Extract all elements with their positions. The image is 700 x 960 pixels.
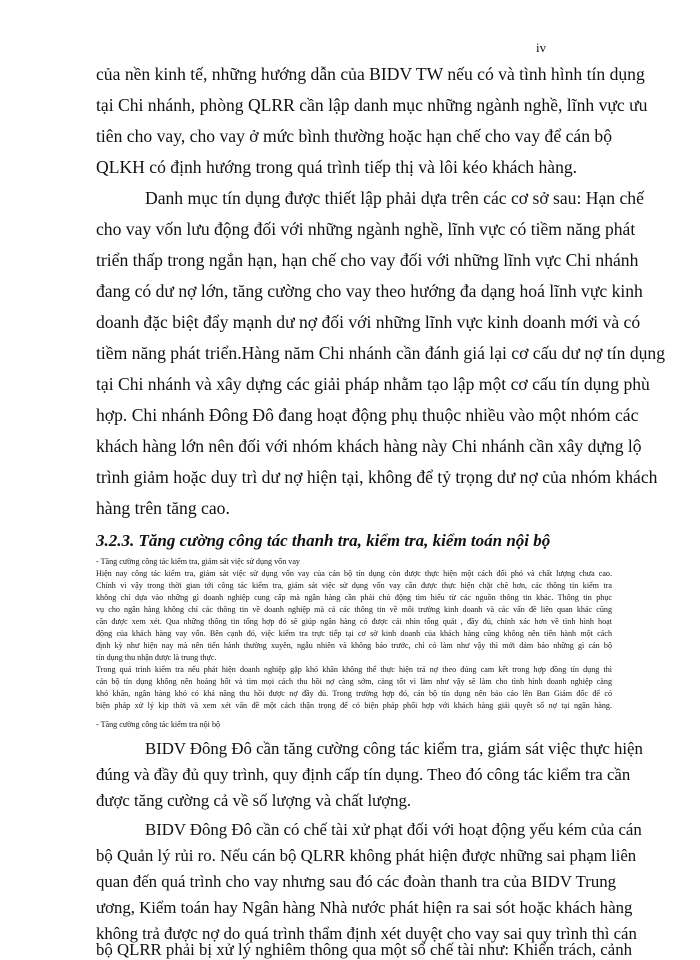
text-line: tại Chi nhánh, phòng QLRR cần lập danh mục những ngành nghề, lĩnh vực ưu xyxy=(96,95,648,115)
text-line: bộ QLRR phải bị xử lý nghiêm thông qua một số chế tài như: Khiển trách, cảnh xyxy=(96,940,632,959)
text-line: doanh đặc biệt đẩy mạnh dư nợ đối với những lĩnh vực kinh doanh mới và có xyxy=(96,312,641,332)
text-line: QLKH có định hướng trong quá trình tiếp thị và lôi kéo khách hàng. xyxy=(96,157,578,177)
small-text-line: Trong quá trình kiểm tra nếu phát hiện doanh nghiệp gặp khó khăn không thể thực hiện trả nợ theo đúng cam kết trong hợp đồng tín dụng thì xyxy=(96,665,612,674)
small-text-line: tín dụng thu nhận được là trung thực. xyxy=(96,653,217,662)
small-text-line: khó khăn, ngân hàng khó có khả năng thu hồi được nợ đầy đủ. Trong trường hợp đó, cán bộ tín dụng nên báo cáo lên Ban Giám đốc để có xyxy=(96,689,612,698)
small-text-line: Hiện nay công tác kiểm tra, giám sát việc sử dụng vốn vay của cán bộ tín dụng còn được thực hiện một cách đối phó và chất lượng chưa cao. xyxy=(96,569,612,578)
text-line: đang có dư nợ lớn, tăng cường cho vay theo hướng đa dạng hoá lĩnh vực kinh xyxy=(96,281,643,301)
text-line: bộ Quản lý rủi ro. Nếu cán bộ QLRR không phát hiện được những sai phạm liên xyxy=(96,846,637,865)
text-line: tiên cho vay, cho vay ở mức bình thường hoặc hạn chế cho vay để cán bộ xyxy=(96,126,612,146)
small-text-line: biện pháp xử lý kịp thời và xem xét vấn đề một cách thận trọng để có biện pháp phối hợp với khách hàng giải quyết số nợ tại ngân hàng. xyxy=(96,701,612,710)
text-line: ương, Kiểm toán hay Ngân hàng Nhà nước phát hiện ra sai sót hoặc khách hàng xyxy=(96,898,633,917)
small-text-line: cần được xem xét. Qua những thông tin tổng hợp đó sẽ giúp ngân hàng có được cái nhìn tổng quát , đầy đủ, chính xác hơn về tình hình hoạt xyxy=(96,617,612,626)
text-line: trình giảm hoặc duy trì dư nợ hiện tại, không để tỷ trọng dư nợ của nhóm khách xyxy=(96,467,658,487)
small-text-line: không chỉ dựa vào những gì doanh nghiệp cung cấp mà ngân hàng cần phải chủ động tìm hiểu từ các nguồn thông tin khác. Thông tin phục xyxy=(96,593,612,602)
text-line: triển thấp trong ngắn hạn, hạn chế cho vay đối với những lĩnh vực Chi nhánh xyxy=(96,250,639,270)
text-line: Danh mục tín dụng được thiết lập phải dựa trên các cơ sở sau: Hạn chế xyxy=(145,188,644,208)
text-line: khách hàng lớn nên đối với nhóm khách hàng này Chi nhánh cần xây dựng lộ xyxy=(96,436,642,456)
text-line: quan đến quá trình cho vay nhưng sau đó các đoàn thanh tra của BIDV Trung xyxy=(96,872,617,891)
small-text-line: Chính vì vậy trong thời gian tới công tác kiểm tra, giám sát việc sử dụng vốn vay cần được thực hiện chặt chẽ hơn, các thông tin kiểm tra xyxy=(96,581,612,590)
text-line: tiềm năng phát triển.Hàng năm Chi nhánh cần đánh giá lại cơ cấu dư nợ tín dụng xyxy=(96,343,666,363)
text-line: tại Chi nhánh và xây dựng các giải pháp nhằm tạo lập một cơ cấu tín dụng phù xyxy=(96,374,650,394)
text-line: không trả được nợ do quá trình thẩm định xét duyệt cho vay sai quy trình thì cán xyxy=(96,924,637,943)
small-text-line: vụ cho ngân hàng không chỉ các thông tin về doanh nghiệp mà cả các thông tin về môi trường kinh doanh và các vấn đề liên quan khác cũng xyxy=(96,605,612,614)
text-line: hợp. Chi nhánh Đông Đô đang hoạt động phụ thuộc nhiều vào một nhóm các xyxy=(96,405,639,425)
small-text-line: động của khách hàng vay vốn. Bên cạnh đó, việc kiểm tra trực tiếp tại cơ sở kinh doanh của khách hàng cũng không nên tiến hành một cách xyxy=(96,629,612,638)
text-line: được tăng cường cả về số lượng và chất lượng. xyxy=(96,791,412,810)
small-text-line: định kỳ như hiện nay mà nên tiến hành thường xuyên, ngẫu nhiên và không báo trước, chỉ có làm như vậy thì mới đảm bảo những gì cán bộ xyxy=(96,641,612,650)
section-heading: 3.2.3. Tăng cường công tác thanh tra, kiểm tra, kiểm toán nội bộ xyxy=(96,531,551,550)
small-subheading: - Tăng cường công tác kiểm tra nội bộ xyxy=(96,720,221,729)
page-number: iv xyxy=(536,40,547,55)
small-text-line: cán bộ tín dụng không nên hoảng hốt và tìm mọi cách thu hồi nợ càng sớm, càng tốt vì làm như vậy sẽ làm cho tình hình doanh nghiệp càng xyxy=(96,677,612,686)
text-line: hàng trên tăng cao. xyxy=(96,498,230,518)
text-line: BIDV Đông Đô cần tăng cường công tác kiểm tra, giám sát việc thực hiện xyxy=(145,739,643,758)
text-line: BIDV Đông Đô cần có chế tài xử phạt đối với hoạt động yếu kém của cán xyxy=(145,820,642,839)
text-line: của nền kinh tế, những hướng dẫn của BIDV TW nếu có và tình hình tín dụng xyxy=(96,64,645,84)
small-text-line: - Tăng cường công tác kiểm tra, giám sát việc sử dụng vốn vay xyxy=(96,557,300,566)
text-line: cho vay vốn lưu động đối với những ngành nghề, lĩnh vực có tiềm năng phát xyxy=(96,219,636,239)
text-line: đúng và đầy đủ quy trình, quy định cấp tín dụng. Theo đó công tác kiểm tra cần xyxy=(96,765,631,784)
